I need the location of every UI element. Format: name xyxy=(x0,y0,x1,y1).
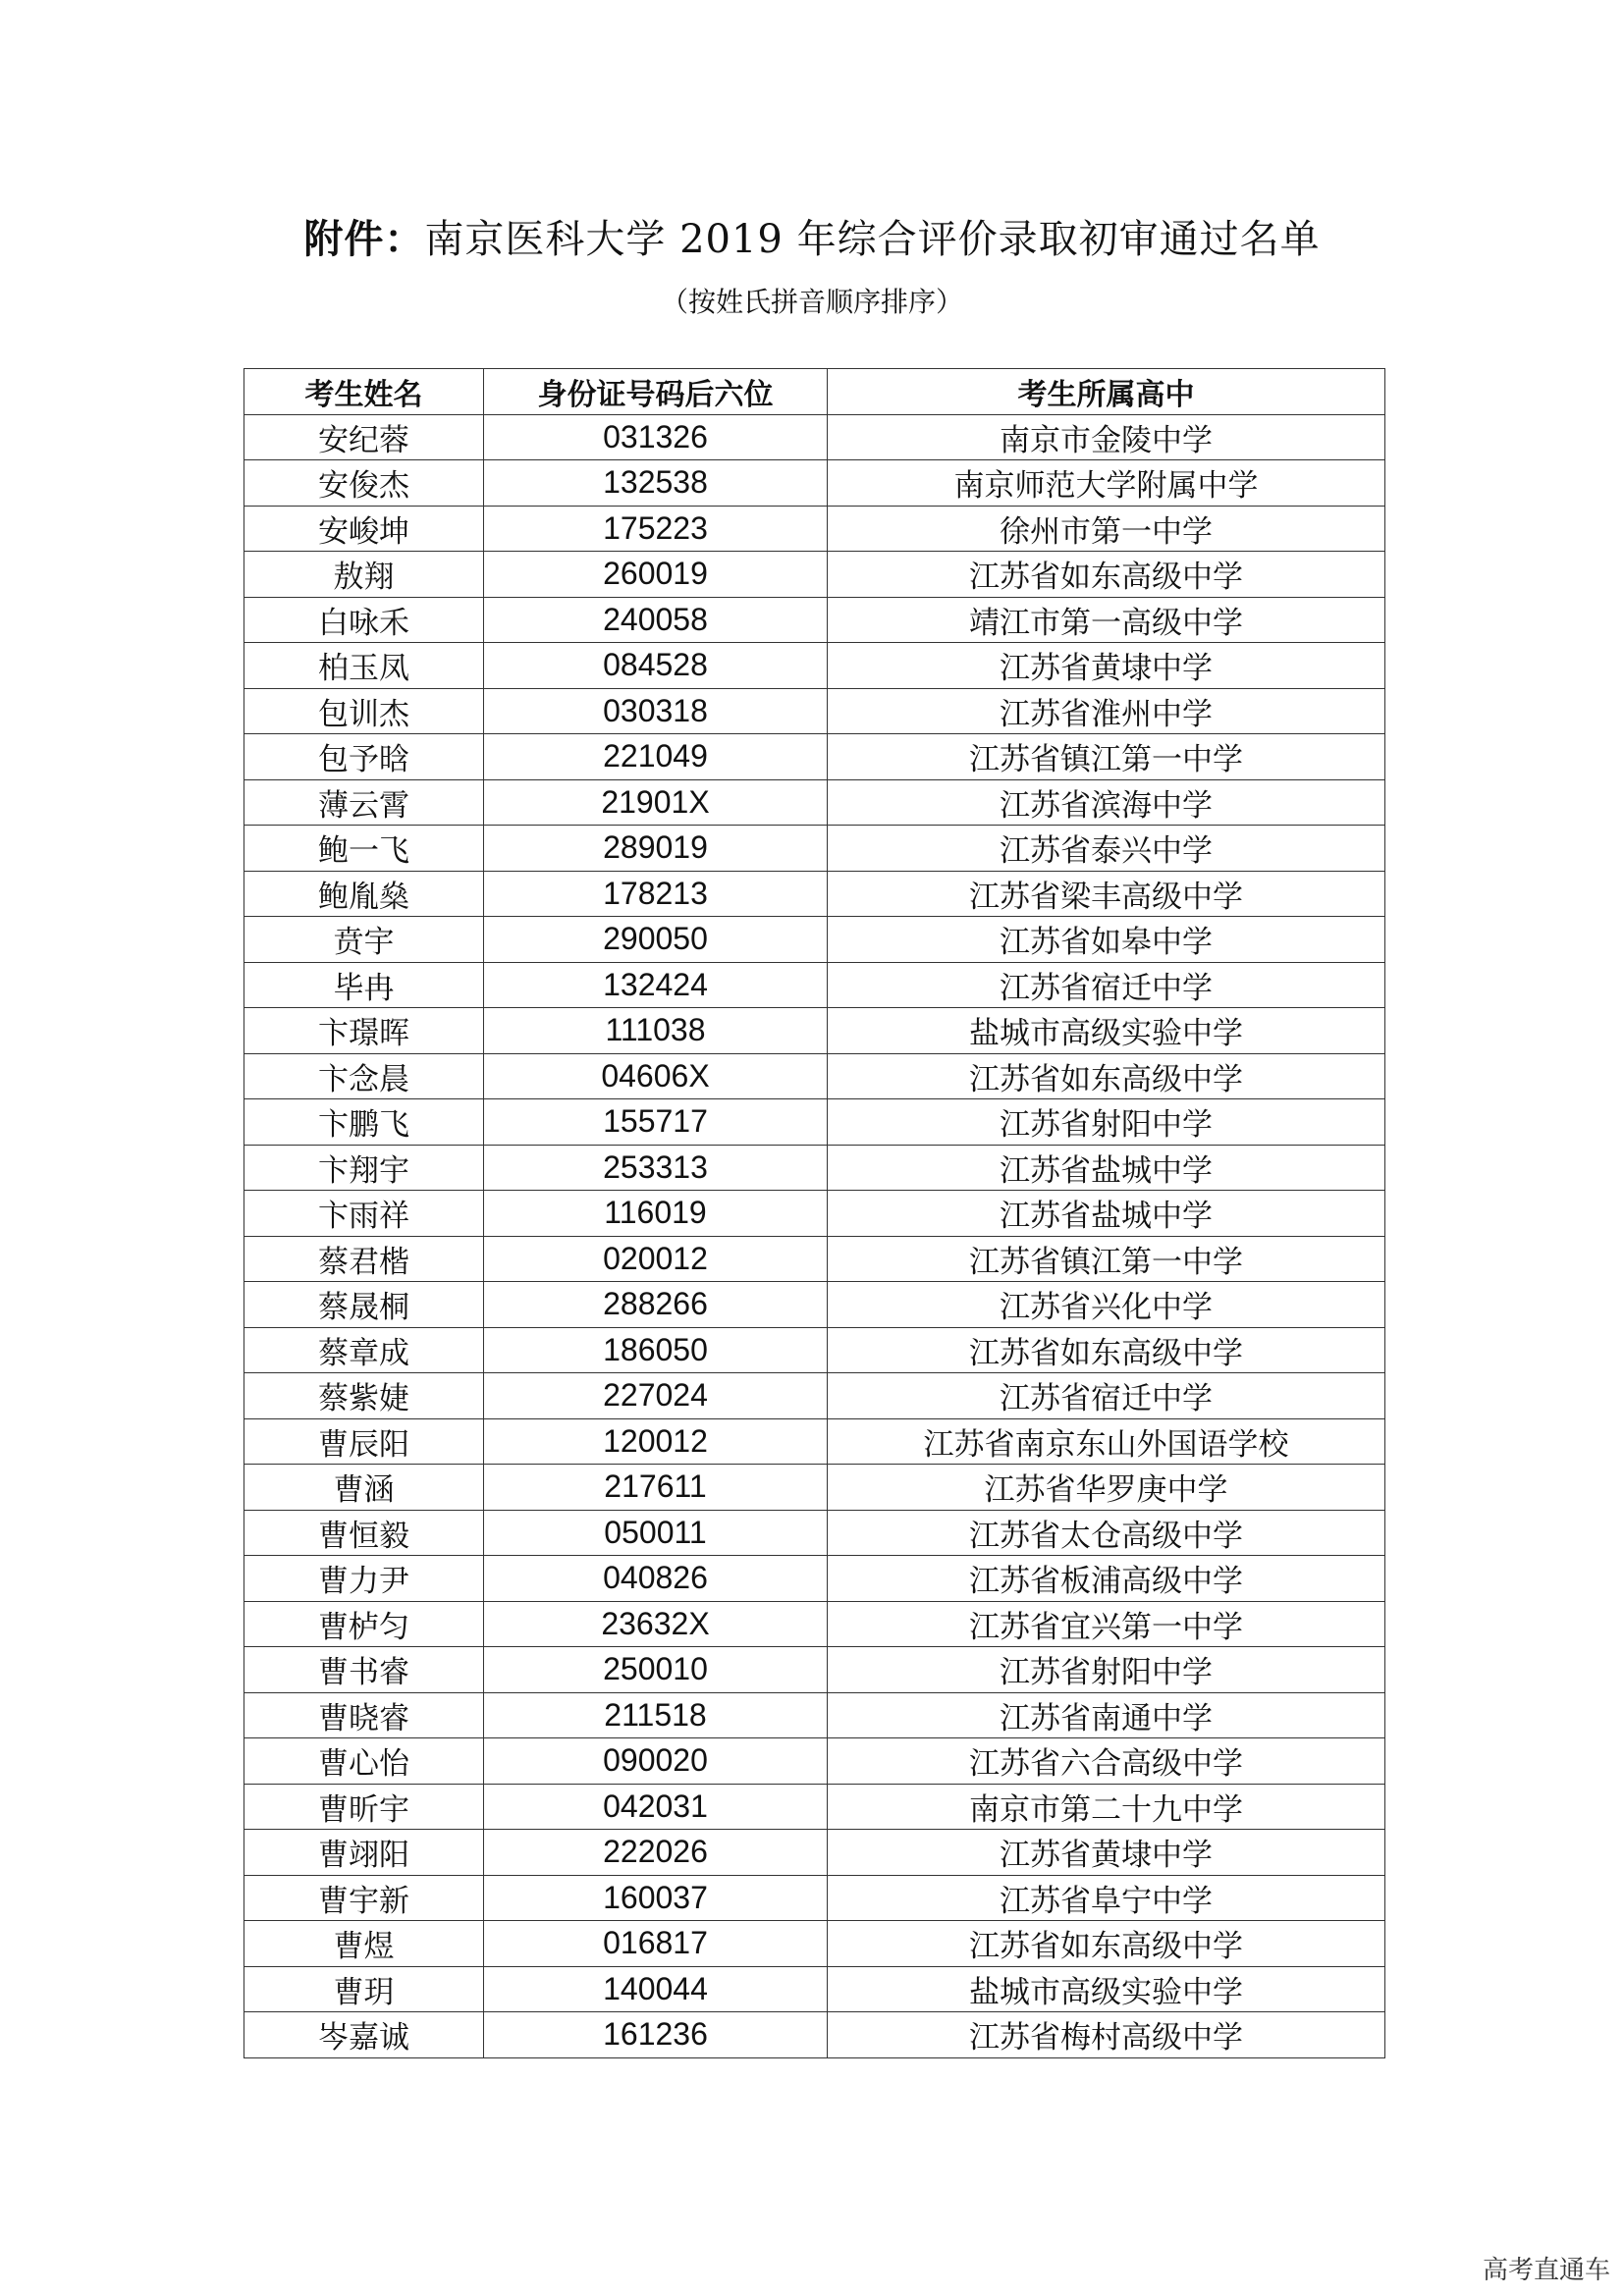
id-last-six-cell: 084528 xyxy=(484,643,828,689)
table-row xyxy=(244,1647,1385,1693)
candidate-name-cell: 鲍一飞 xyxy=(244,826,484,872)
high-school-cell: 江苏省华罗庚中学 xyxy=(828,1465,1385,1511)
candidate-name-cell: 安俊杰 xyxy=(244,460,484,507)
table-row xyxy=(244,1236,1385,1282)
high-school-cell: 江苏省如东高级中学 xyxy=(828,1327,1385,1373)
table-header xyxy=(244,369,1385,415)
high-school-cell: 江苏省射阳中学 xyxy=(828,1647,1385,1693)
candidate-name-cell: 安峻坤 xyxy=(244,506,484,552)
table-row xyxy=(244,917,1385,963)
table-row xyxy=(244,414,1385,460)
table-row xyxy=(244,1327,1385,1373)
candidate-name-cell: 曹昕宇 xyxy=(244,1784,484,1830)
high-school-cell: 江苏省宜兴第一中学 xyxy=(828,1601,1385,1647)
table-row xyxy=(244,779,1385,826)
candidate-name-cell: 安纪蓉 xyxy=(244,414,484,460)
id-last-six-cell: 178213 xyxy=(484,871,828,917)
table-row xyxy=(244,552,1385,598)
id-last-six-cell: 04606X xyxy=(484,1053,828,1099)
candidate-name-cell: 曹恒毅 xyxy=(244,1510,484,1556)
high-school-cell: 南京市金陵中学 xyxy=(828,414,1385,460)
id-last-six-cell: 186050 xyxy=(484,1327,828,1373)
candidate-name-cell: 贲宇 xyxy=(244,917,484,963)
candidate-name-cell: 曹栌匀 xyxy=(244,1601,484,1647)
candidate-name-cell: 包训杰 xyxy=(244,688,484,734)
candidate-name-cell: 曹涵 xyxy=(244,1465,484,1511)
candidate-name-cell: 柏玉凤 xyxy=(244,643,484,689)
id-last-six-cell: 288266 xyxy=(484,1282,828,1328)
id-last-six-cell: 23632X xyxy=(484,1601,828,1647)
watermark: 高考直通车 xyxy=(1482,2256,1610,2285)
table-row xyxy=(244,688,1385,734)
candidate-name-cell: 曹心怡 xyxy=(244,1738,484,1785)
id-last-six-cell: 161236 xyxy=(484,2012,828,2058)
title-text: 南京医科大学 2019 年综合评价录取初审通过名单 xyxy=(424,217,1321,262)
id-last-six-cell: 040826 xyxy=(484,1556,828,1602)
high-school-cell: 江苏省如东高级中学 xyxy=(828,1921,1385,1967)
high-school-cell: 江苏省宿迁中学 xyxy=(828,962,1385,1008)
high-school-cell: 江苏省滨海中学 xyxy=(828,779,1385,826)
high-school-cell: 江苏省梁丰高级中学 xyxy=(828,871,1385,917)
high-school-cell: 盐城市高级实验中学 xyxy=(828,1008,1385,1054)
high-school-cell: 江苏省板浦高级中学 xyxy=(828,1556,1385,1602)
table-row xyxy=(244,1601,1385,1647)
candidate-name-cell: 曹玥 xyxy=(244,1966,484,2012)
table-row xyxy=(244,1692,1385,1738)
table-row xyxy=(244,1418,1385,1465)
candidate-name-cell: 敖翔 xyxy=(244,552,484,598)
id-last-six-cell: 289019 xyxy=(484,826,828,872)
header-candidate-name: 考生姓名 xyxy=(244,369,484,415)
table-row xyxy=(244,1099,1385,1146)
id-last-six-cell: 132424 xyxy=(484,962,828,1008)
candidate-name-cell: 蔡晟桐 xyxy=(244,1282,484,1328)
header-high-school: 考生所属高中 xyxy=(828,369,1385,415)
high-school-cell: 江苏省六合高级中学 xyxy=(828,1738,1385,1785)
candidate-name-cell: 曹翊阳 xyxy=(244,1830,484,1876)
candidate-name-cell: 蔡君楷 xyxy=(244,1236,484,1282)
table-row xyxy=(244,1784,1385,1830)
id-last-six-cell: 227024 xyxy=(484,1373,828,1419)
document-subtitle: （按姓氏拼音顺序排序） xyxy=(660,286,963,318)
table-row xyxy=(244,871,1385,917)
candidate-name-cell: 曹煜 xyxy=(244,1921,484,1967)
high-school-cell: 江苏省镇江第一中学 xyxy=(828,734,1385,780)
high-school-cell: 江苏省泰兴中学 xyxy=(828,826,1385,872)
table-row xyxy=(244,460,1385,507)
id-last-six-cell: 240058 xyxy=(484,597,828,643)
candidate-name-cell: 包予晗 xyxy=(244,734,484,780)
candidate-name-cell: 曹宇新 xyxy=(244,1875,484,1921)
high-school-cell: 江苏省太仓高级中学 xyxy=(828,1510,1385,1556)
header-id-last-six: 身份证号码后六位 xyxy=(484,369,828,415)
table-row xyxy=(244,962,1385,1008)
id-last-six-cell: 042031 xyxy=(484,1784,828,1830)
high-school-cell: 江苏省阜宁中学 xyxy=(828,1875,1385,1921)
candidate-name-cell: 卞念晨 xyxy=(244,1053,484,1099)
candidate-name-cell: 鲍胤燊 xyxy=(244,871,484,917)
candidate-name-cell: 薄云霄 xyxy=(244,779,484,826)
candidate-name-cell: 岑嘉诚 xyxy=(244,2012,484,2058)
id-last-six-cell: 211518 xyxy=(484,1692,828,1738)
candidate-name-cell: 卞璟晖 xyxy=(244,1008,484,1054)
table-row xyxy=(244,1465,1385,1511)
id-last-six-cell: 222026 xyxy=(484,1830,828,1876)
table-row xyxy=(244,2012,1385,2058)
table-row xyxy=(244,1966,1385,2012)
table-row xyxy=(244,1191,1385,1237)
candidate-name-cell: 蔡章成 xyxy=(244,1327,484,1373)
high-school-cell: 江苏省盐城中学 xyxy=(828,1145,1385,1191)
candidate-name-cell: 卞鹏飞 xyxy=(244,1099,484,1146)
id-last-six-cell: 020012 xyxy=(484,1236,828,1282)
table-row xyxy=(244,1921,1385,1967)
header-row xyxy=(244,369,1385,415)
high-school-cell: 江苏省镇江第一中学 xyxy=(828,1236,1385,1282)
id-last-six-cell: 155717 xyxy=(484,1099,828,1146)
high-school-cell: 江苏省射阳中学 xyxy=(828,1099,1385,1146)
id-last-six-cell: 030318 xyxy=(484,688,828,734)
table-row xyxy=(244,1053,1385,1099)
id-last-six-cell: 175223 xyxy=(484,506,828,552)
candidate-name-cell: 曹晓睿 xyxy=(244,1692,484,1738)
id-last-six-cell: 21901X xyxy=(484,779,828,826)
id-last-six-cell: 140044 xyxy=(484,1966,828,2012)
id-last-six-cell: 217611 xyxy=(484,1465,828,1511)
table-row xyxy=(244,1008,1385,1054)
table-row xyxy=(244,643,1385,689)
title-prefix: 附件： xyxy=(303,217,425,262)
id-last-six-cell: 250010 xyxy=(484,1647,828,1693)
id-last-six-cell: 260019 xyxy=(484,552,828,598)
high-school-cell: 江苏省盐城中学 xyxy=(828,1191,1385,1237)
candidate-name-cell: 蔡紫婕 xyxy=(244,1373,484,1419)
id-last-six-cell: 111038 xyxy=(484,1008,828,1054)
document-title xyxy=(0,210,1624,269)
id-last-six-cell: 116019 xyxy=(484,1191,828,1237)
table-row xyxy=(244,1282,1385,1328)
table-row xyxy=(244,1556,1385,1602)
high-school-cell: 南京师范大学附属中学 xyxy=(828,460,1385,507)
table-row xyxy=(244,1510,1385,1556)
high-school-cell: 江苏省梅村高级中学 xyxy=(828,2012,1385,2058)
table-row xyxy=(244,1830,1385,1876)
table-row xyxy=(244,826,1385,872)
high-school-cell: 江苏省兴化中学 xyxy=(828,1282,1385,1328)
table-row xyxy=(244,506,1385,552)
table-row xyxy=(244,1145,1385,1191)
table-row xyxy=(244,1738,1385,1785)
high-school-cell: 江苏省如皋中学 xyxy=(828,917,1385,963)
table-body xyxy=(244,414,1385,2057)
id-last-six-cell: 090020 xyxy=(484,1738,828,1785)
high-school-cell: 江苏省如东高级中学 xyxy=(828,1053,1385,1099)
id-last-six-cell: 221049 xyxy=(484,734,828,780)
high-school-cell: 江苏省南通中学 xyxy=(828,1692,1385,1738)
candidate-name-cell: 白咏禾 xyxy=(244,597,484,643)
table-row xyxy=(244,1373,1385,1419)
candidate-name-cell: 曹力尹 xyxy=(244,1556,484,1602)
id-last-six-cell: 253313 xyxy=(484,1145,828,1191)
high-school-cell: 江苏省南京东山外国语学校 xyxy=(828,1418,1385,1465)
high-school-cell: 江苏省黄埭中学 xyxy=(828,1830,1385,1876)
high-school-cell: 江苏省黄埭中学 xyxy=(828,643,1385,689)
candidate-name-cell: 卞雨祥 xyxy=(244,1191,484,1237)
admission-table xyxy=(244,368,1385,2058)
candidate-name-cell: 曹辰阳 xyxy=(244,1418,484,1465)
id-last-six-cell: 132538 xyxy=(484,460,828,507)
high-school-cell: 江苏省淮州中学 xyxy=(828,688,1385,734)
high-school-cell: 江苏省宿迁中学 xyxy=(828,1373,1385,1419)
table-row xyxy=(244,597,1385,643)
table-row xyxy=(244,1875,1385,1921)
candidate-name-cell: 毕冉 xyxy=(244,962,484,1008)
candidate-name-cell: 卞翔宇 xyxy=(244,1145,484,1191)
high-school-cell: 江苏省如东高级中学 xyxy=(828,552,1385,598)
id-last-six-cell: 031326 xyxy=(484,414,828,460)
candidate-name-cell: 曹书睿 xyxy=(244,1647,484,1693)
high-school-cell: 靖江市第一高级中学 xyxy=(828,597,1385,643)
id-last-six-cell: 050011 xyxy=(484,1510,828,1556)
high-school-cell: 南京市第二十九中学 xyxy=(828,1784,1385,1830)
high-school-cell: 盐城市高级实验中学 xyxy=(828,1966,1385,2012)
id-last-six-cell: 290050 xyxy=(484,917,828,963)
high-school-cell: 徐州市第一中学 xyxy=(828,506,1385,552)
id-last-six-cell: 120012 xyxy=(484,1418,828,1465)
id-last-six-cell: 016817 xyxy=(484,1921,828,1967)
id-last-six-cell: 160037 xyxy=(484,1875,828,1921)
table-row xyxy=(244,734,1385,780)
